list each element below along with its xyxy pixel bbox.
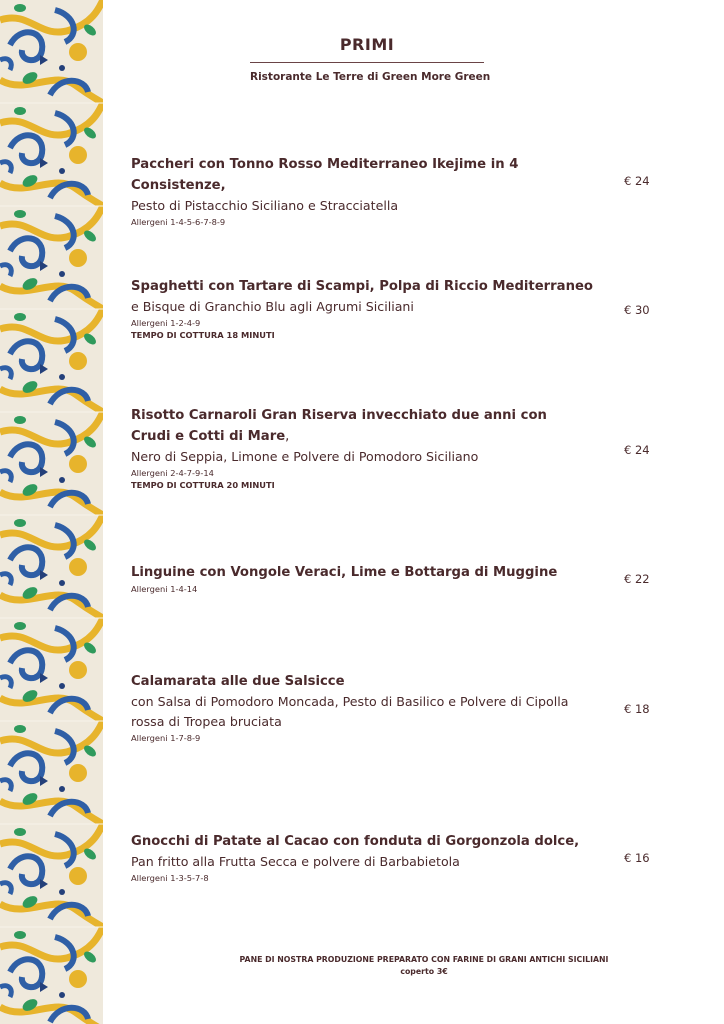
dish-price: € 24 bbox=[624, 443, 650, 457]
dish-price: € 30 bbox=[624, 303, 650, 317]
menu-item bbox=[131, 562, 601, 595]
dish-name: Paccheri con Tonno Rosso Mediterraneo Ikejime in 4 Consistenze, bbox=[131, 157, 519, 193]
dish-price: € 16 bbox=[624, 851, 650, 865]
cooking-time-note: TEMPO DI COTTURA 18 MINUTI bbox=[131, 330, 275, 340]
dish-description: Pesto di Pistacchio Siciliano e Stracciatella bbox=[131, 198, 399, 213]
dish-allergens: Allergeni 1-4-14 bbox=[131, 584, 198, 594]
tile-pattern-icon bbox=[0, 0, 103, 1024]
dish-name: Linguine con Vongole Veraci, Lime e Bottarga di Muggine bbox=[131, 565, 558, 580]
dish-description: Nero di Seppia, Limone e Polvere di Pomodoro Siciliano bbox=[131, 449, 479, 464]
dish-name: Spaghetti con Tartare di Scampi, Polpa di Riccio Mediterraneo bbox=[131, 279, 593, 294]
dish-price: € 22 bbox=[624, 572, 650, 586]
menu-item bbox=[131, 671, 579, 744]
cover-charge: coperto 3€ bbox=[400, 967, 448, 976]
dish-name-suffix: , bbox=[285, 429, 290, 444]
dish-price: € 18 bbox=[624, 702, 650, 716]
dish-allergens: Allergeni 1-3-5-7-8 bbox=[131, 873, 209, 883]
menu-item bbox=[131, 405, 581, 492]
dish-description: Pan fritto alla Frutta Secca e polvere di Barbabietola bbox=[131, 854, 460, 869]
menu-header bbox=[250, 34, 491, 83]
dish-name: Gnocchi di Patate al Cacao con fonduta di Gorgonzola dolce, bbox=[131, 834, 580, 849]
menu-item bbox=[131, 154, 601, 228]
dish-allergens: Allergeni 1-2-4-9 bbox=[131, 318, 201, 328]
dish-name bbox=[131, 405, 581, 447]
restaurant-name: Ristorante Le Terre di Green More Green bbox=[250, 71, 491, 83]
majolica-tile-strip bbox=[0, 0, 103, 1024]
dish-name: Calamarata alle due Salsicce bbox=[131, 674, 345, 689]
title-divider bbox=[250, 62, 484, 63]
page-title: PRIMI bbox=[339, 35, 395, 54]
dish-allergens: Allergeni 1-7-8-9 bbox=[131, 733, 201, 743]
dish-name-text: Risotto Carnaroli Gran Riserva invecchiato due anni con Crudi e Cotti di Mare bbox=[131, 408, 547, 444]
menu-footer bbox=[200, 954, 648, 978]
menu-item bbox=[131, 831, 601, 884]
dish-description: con Salsa di Pomodoro Moncada, Pesto di Basilico e Polvere di Cipolla rossa di Tropea bruciata bbox=[131, 694, 569, 729]
bread-note: PANE DI NOSTRA PRODUZIONE PREPARATO CON FARINE DI GRANI ANTICHI SICILIANI bbox=[239, 955, 609, 964]
dish-description: e Bisque di Granchio Blu agli Agrumi Siciliani bbox=[131, 299, 414, 314]
menu-item bbox=[131, 276, 601, 342]
dish-allergens: Allergeni 1-4-5-6-7-8-9 bbox=[131, 217, 226, 227]
cooking-time-note: TEMPO DI COTTURA 20 MINUTI bbox=[131, 480, 275, 490]
dish-allergens: Allergeni 2-4-7-9-14 bbox=[131, 468, 214, 478]
dish-price: € 24 bbox=[624, 174, 650, 188]
